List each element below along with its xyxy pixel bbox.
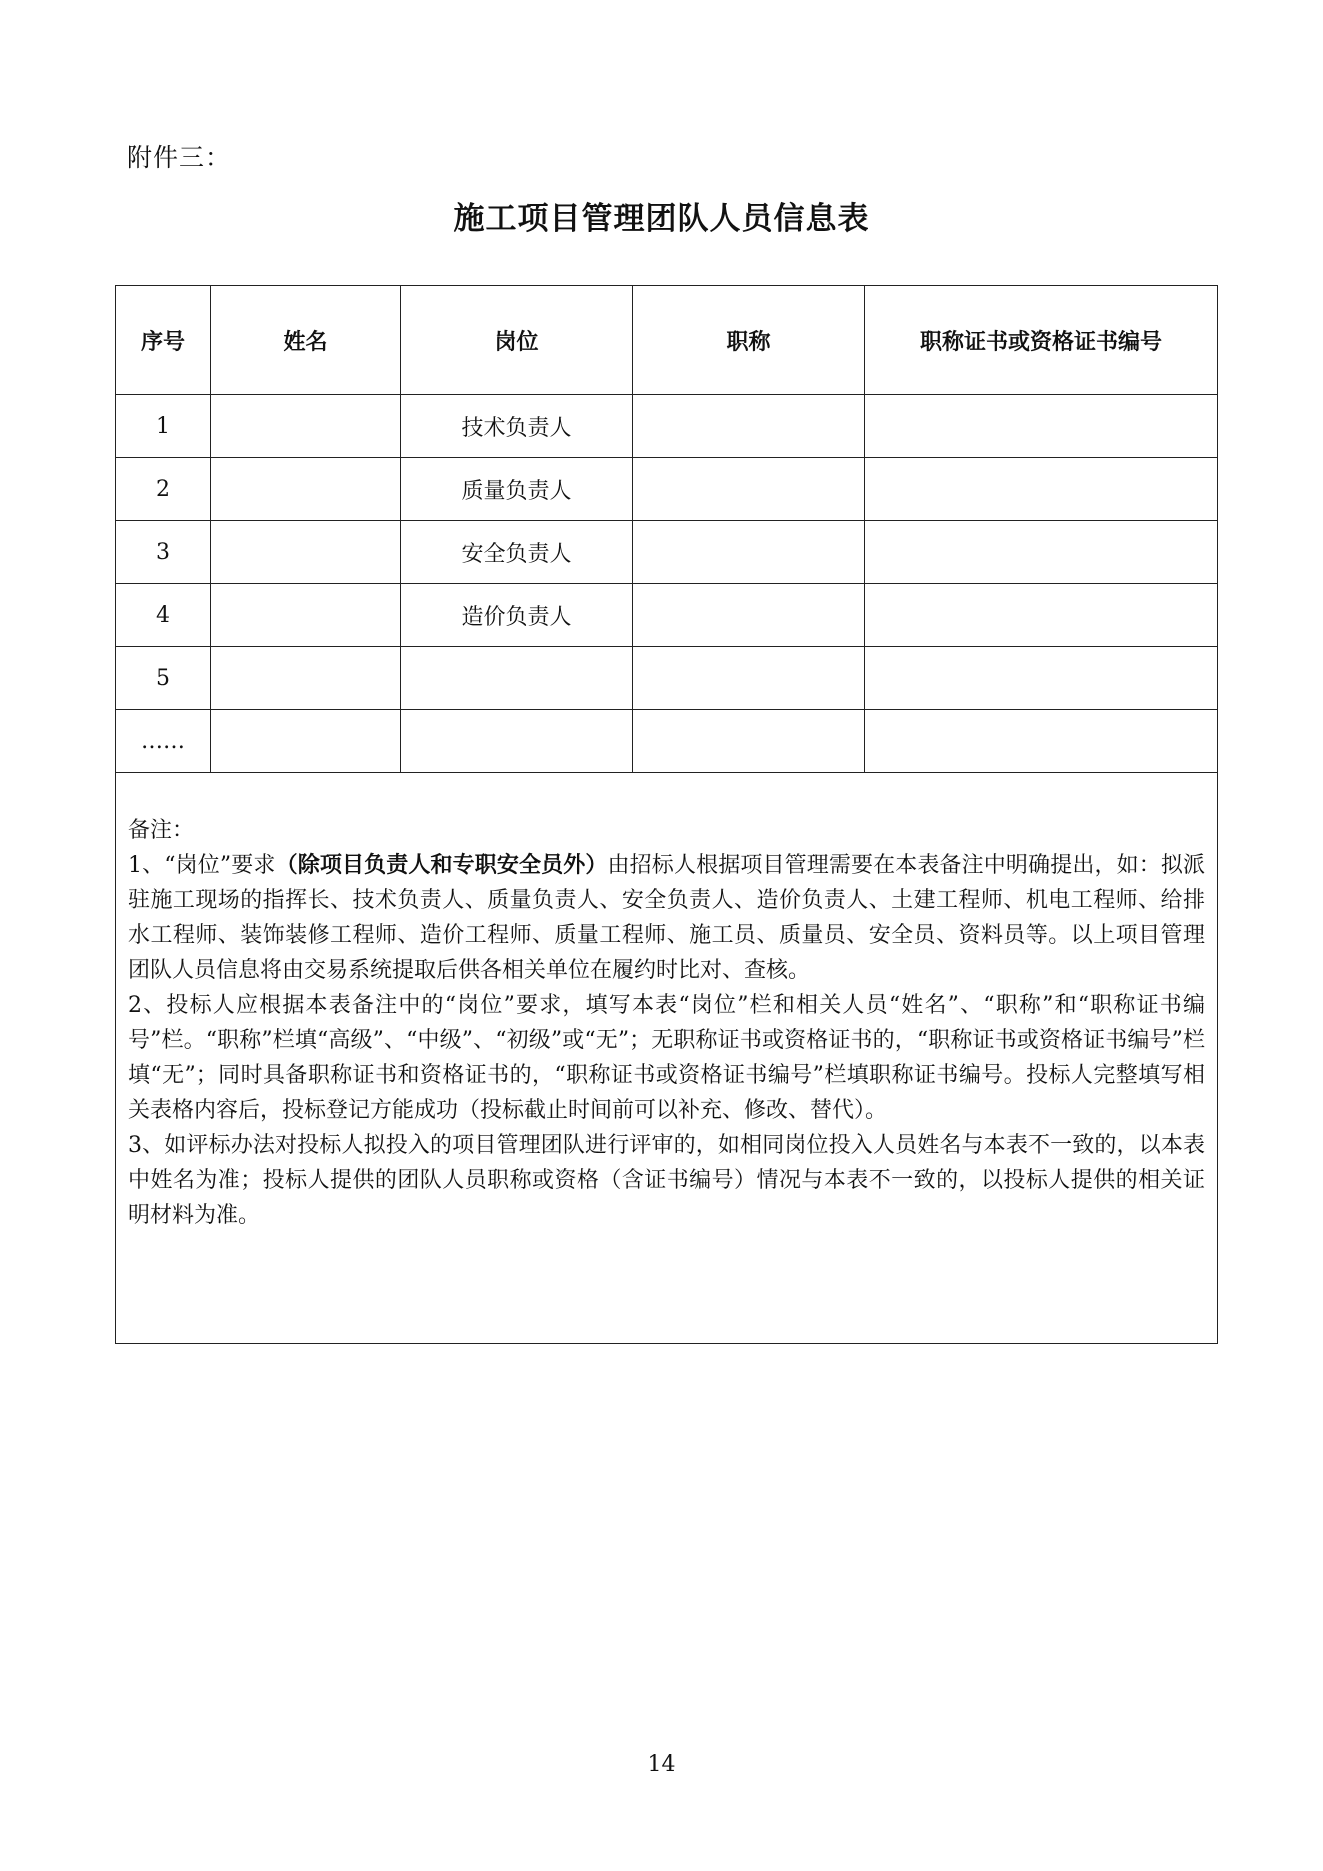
notes-item-1 [128, 848, 1205, 988]
cell-name [211, 458, 401, 521]
cell-cert [865, 395, 1218, 458]
cell-name [211, 647, 401, 710]
cell-no: 5 [116, 647, 211, 710]
cell-no: 4 [116, 584, 211, 647]
page-number: 14 [647, 1752, 676, 1777]
cell-cert [865, 710, 1218, 773]
notes-item-1-bold: （除项目负责人和专职安全员外） [275, 853, 608, 878]
cell-cert [865, 647, 1218, 710]
cell-name [211, 395, 401, 458]
cell-name [211, 584, 401, 647]
header-position: 岗位 [401, 286, 633, 395]
notes-item-1-prefix: 1、“岗位”要求 [128, 853, 276, 878]
table-row [116, 521, 1218, 584]
notes-cell [116, 773, 1218, 1344]
cell-name [211, 710, 401, 773]
notes-item-3: 3、如评标办法对投标人拟投入的项目管理团队进行评审的，如相同岗位投入人员姓名与本表不一致的，以本表中姓名为准；投标人提供的团队人员职称或资格（含证书编号）情况与本表不一致的，以投标人提供的相关证明材料为准。 [128, 1133, 1205, 1228]
header-no: 序号 [116, 286, 211, 395]
table-row [116, 395, 1218, 458]
personnel-table [115, 285, 1218, 1344]
cell-position: 造价负责人 [401, 584, 633, 647]
cell-position: 技术负责人 [401, 395, 633, 458]
cell-no: 3 [116, 521, 211, 584]
table-row [116, 458, 1218, 521]
cell-title [633, 647, 865, 710]
attachment-label: 附件三： [127, 143, 232, 172]
table-row [116, 710, 1218, 773]
cell-title [633, 710, 865, 773]
notes-item-2: 2、投标人应根据本表备注中的“岗位”要求，填写本表“岗位”栏和相关人员“姓名”、“职称”和“职称证书编号”栏。“职称”栏填“高级”、“中级”、“初级”或“无”；无职称证书或资格证书的，“职称证书或资格证书编号”栏填“无”；同时具备职称证书和资格证书的，“职称证书或资格证书编号”栏填职称证书编号。投标人完整填写相关表格内容后，投标登记方能成功（投标截止时间前可以补充、修改、替代）。 [128, 993, 1205, 1123]
cell-position: 质量负责人 [401, 458, 633, 521]
header-cert: 职称证书或资格证书编号 [865, 286, 1218, 395]
header-title: 职称 [633, 286, 865, 395]
cell-title [633, 521, 865, 584]
cell-no: 1 [116, 395, 211, 458]
cell-position [401, 710, 633, 773]
cell-position [401, 647, 633, 710]
table-row [116, 584, 1218, 647]
cell-name [211, 521, 401, 584]
page-title: 施工项目管理团队人员信息表 [453, 201, 870, 237]
cell-no: …… [116, 710, 211, 773]
notes-item-1-rest: 由招标人根据项目管理需要在本表备注中明确提出，如：拟派驻施工现场的指挥长、技术负责人、质量负责人、安全负责人、造价负责人、土建工程师、机电工程师、给排水工程师、装饰装修工程师、造价工程师、质量工程师、施工员、质量员、安全员、资料员等。以上项目管理团队人员信息将由交易系统提取后供各相关单位在履约时比对、查核。 [128, 853, 1205, 983]
cell-title [633, 458, 865, 521]
table-header-row [116, 286, 1218, 395]
cell-title [633, 395, 865, 458]
cell-no: 2 [116, 458, 211, 521]
header-name: 姓名 [211, 286, 401, 395]
notes-row [116, 773, 1218, 1344]
cell-cert [865, 521, 1218, 584]
cell-cert [865, 458, 1218, 521]
cell-position: 安全负责人 [401, 521, 633, 584]
notes-heading: 备注： [128, 818, 195, 843]
table-row [116, 647, 1218, 710]
cell-cert [865, 584, 1218, 647]
cell-title [633, 584, 865, 647]
